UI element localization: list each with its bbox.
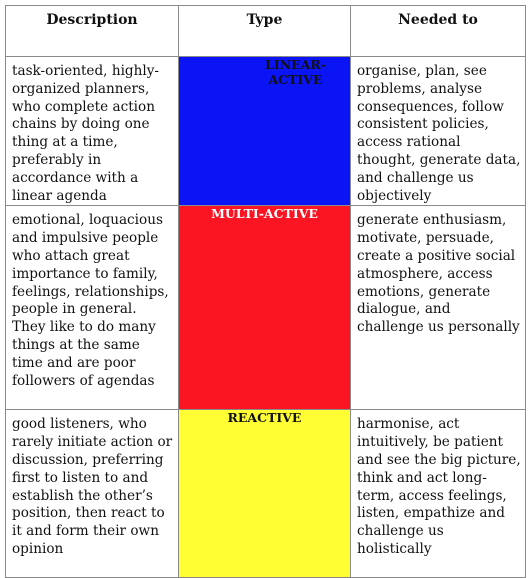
type-label: LINEAR-ACTIVE xyxy=(265,57,326,87)
table-row-linear-active xyxy=(6,57,526,206)
needed-to-cell: organise, plan, see problems, analyse consequences, follow consistent policies, access rational thought, generate data, and challenge us objectively xyxy=(351,57,526,206)
needed-to-cell: harmonise, act intuitively, be patient and see the big picture, think and act long-term, access feelings, listen, empathize and challenge us holistically xyxy=(351,410,526,578)
header-needed-to: Needed to xyxy=(351,6,526,57)
type-label: REACTIVE xyxy=(227,410,302,426)
table-row-multi-active xyxy=(6,206,526,410)
type-cell-linear-active xyxy=(179,57,351,206)
type-cell-multi-active xyxy=(179,206,351,410)
header-type: Type xyxy=(179,6,351,57)
description-cell: emotional, loquacious and impulsive people who attach great importance to family, feelings, relationships, people in general. They like to do many things at the same time and are poor followers of agendas xyxy=(6,206,179,410)
table-row-reactive xyxy=(6,410,526,578)
header-row xyxy=(6,6,526,57)
description-cell: good listeners, who rarely initiate action or discussion, preferring first to listen to and establish the other’s position, then react to it and form their own opinion xyxy=(6,410,179,578)
description-cell: task-oriented, highly-organized planners, who complete action chains by doing one thing at a time, preferably in accordance with a linear agenda xyxy=(6,57,179,206)
type-cell-reactive xyxy=(179,410,351,578)
needed-to-cell: generate enthusiasm, motivate, persuade, create a positive social atmosphere, access emotions, generate dialogue, and challenge us personally xyxy=(351,206,526,410)
culture-types-table xyxy=(5,5,526,578)
header-description: Description xyxy=(6,6,179,57)
type-label: MULTI-ACTIVE xyxy=(211,206,318,222)
